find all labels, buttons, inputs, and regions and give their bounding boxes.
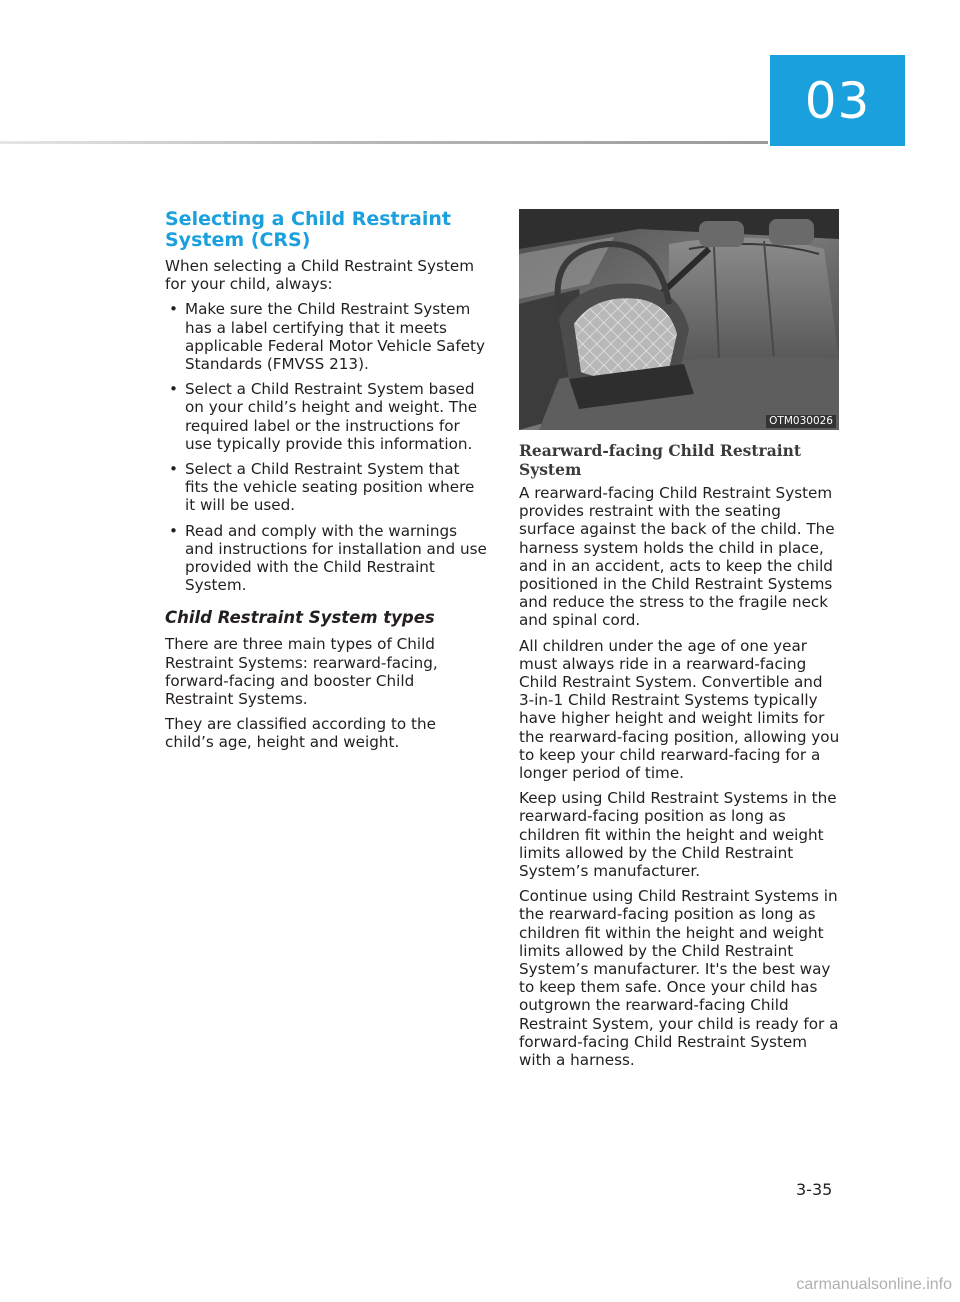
intro-text: When selecting a Child Restraint System for your child, always: (165, 257, 475, 294)
page-number: 3-35 (796, 1180, 833, 1199)
right-column (519, 209, 841, 1076)
subsection-title: Child Restraint System types (165, 608, 435, 628)
bullet-item: • Select a Child Restraint System that fits the vehicle seating position where it will be used. (165, 460, 487, 515)
paragraph: They are classified according to the child’s age, height and weight. (165, 715, 436, 752)
paragraph: Keep using Child Restraint Systems in the rearward-facing position as long as children fit within the height and weight limits allowed by the Child Restraint System’s manufacturer. (519, 789, 837, 881)
watermark: carmanualsonline.info (796, 1276, 952, 1293)
bullet-item: • Make sure the Child Restraint System has a label certifying that it meets applicable Federal Motor Vehicle Safety Standards (FMVSS 213). (165, 300, 487, 373)
section-title: Selecting a Child Restraint System (CRS) (165, 208, 451, 251)
header-rule (0, 141, 768, 144)
paragraph: A rearward-facing Child Restraint System provides restraint with the seating surface against the back of the child. The harness system holds the child in place, and in an accident, acts to keep the child positioned in the Child Restraint Systems and reduce the stress to the fragile neck and spinal cord. (519, 484, 835, 630)
paragraph: Continue using Child Restraint Systems in the rearward-facing position as long as children fit within the height and weight limits allowed by the Child Restraint System’s manufacturer. It's the best way to keep them safe. Once your child has outgrown the rearward-facing Child Restraint System, your child is ready for a forward-facing Child Restraint System with a harness. (519, 887, 839, 1070)
bullet-item: • Select a Child Restraint System based on your child’s height and weight. The required label or the instructions for use typically provide this information. (165, 380, 487, 453)
paragraph: There are three main types of Child Restraint Systems: rearward-facing, forward-facing and booster Child Restraint Systems. (165, 635, 438, 709)
rearward-facing-seat-illustration (519, 209, 839, 430)
paragraph: All children under the age of one year must always ride in a rearward-facing Child Restraint System. Convertible and 3-in-1 Child Restraint Systems typically have higher height and weight limits for the rearward-facing position, allowing you to keep your child rearward-facing for a longer period of time. (519, 636, 840, 783)
bullet-list (165, 300, 487, 594)
figure-code: OTM030026 (766, 415, 836, 428)
car-interior-illustration (519, 209, 839, 430)
left-column (165, 209, 487, 759)
figure-caption: Rearward-facing Child Restraint System (519, 441, 802, 479)
bullet-item: • Read and comply with the warnings and instructions for installation and use provided with the Child Restraint System. (165, 522, 487, 595)
chapter-tab: 03 (770, 55, 905, 146)
